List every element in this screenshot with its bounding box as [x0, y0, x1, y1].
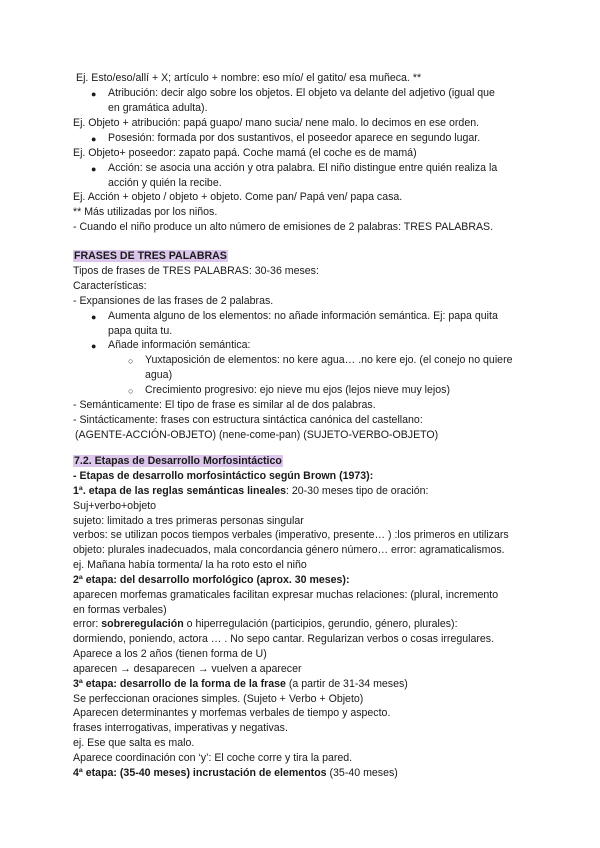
- bullet-icon: ●: [91, 134, 97, 144]
- text-line: - Expansiones de las frases de 2 palabras.: [73, 295, 274, 307]
- subheading: - Etapas de desarrollo morfosintáctico según Brown (1973):: [73, 470, 374, 482]
- text-span: : 20-30 meses tipo de oración:: [285, 485, 429, 497]
- text-line: frases interrogativas, imperativas y negativas.: [73, 722, 288, 734]
- text-span: o hiperregulación (participios, gerundio, género, plurales):: [183, 618, 458, 630]
- text-line: [73, 484, 429, 499]
- text-span: (35-40 meses): [326, 767, 398, 779]
- text-line: Aumenta alguno de los elementos: no añade información semántica. Ej: papa quita: [108, 310, 498, 322]
- text-line: Tipos de frases de TRES PALABRAS: 30-36 meses:: [73, 265, 319, 277]
- text-line: - Semánticamente: El tipo de frase es similar al de dos palabras.: [73, 399, 376, 411]
- text-line: dormiendo, poniendo, actora … . No sepo cantar. Regularizan verbos o cosas irregulares.: [73, 633, 495, 645]
- text-line: objeto: plurales inadecuados, mala concordancia género número… error: agramaticalismos.: [73, 544, 505, 556]
- circle-bullet-icon: ○: [128, 356, 134, 366]
- text-line: Yuxtaposición de elementos: no kere agua… .no kere ejo. (el conejo no quiere: [145, 354, 513, 366]
- circle-bullet-icon: ○: [128, 386, 134, 396]
- stage-title: 4ª etapa: (35-40 meses) incrustación de elementos: [73, 767, 327, 779]
- text-span: (a partir de 31-34 meses): [285, 678, 408, 690]
- text-line: (AGENTE-ACCIÓN-OBJETO) (nene-come-pan) (SUJETO-VERBO-OBJETO): [75, 429, 439, 441]
- text-line: [73, 766, 398, 781]
- text-line: Aparecen determinantes y morfemas verbales de tiempo y aspecto.: [73, 707, 391, 719]
- text-line: Aparece coordinación con ‘y’: El coche corre y tira la pared.: [73, 752, 353, 764]
- key-term: sobreregulación: [101, 618, 184, 630]
- text-span: error:: [73, 618, 102, 630]
- bullet-icon: ●: [91, 164, 97, 174]
- text-line: Acción: se asocia una acción y otra palabra. El niño distingue entre quién realiza la: [108, 162, 498, 174]
- text-line: Ej. Objeto+ poseedor: zapato papá. Coche mamá (el coche es de mamá): [73, 147, 417, 159]
- text-line: Ej. Objeto + atribución: papá guapo/ mano sucia/ nene malo. lo decimos en ese orden.: [73, 117, 480, 129]
- heading-text: FRASES DE TRES PALABRAS: [74, 250, 227, 262]
- text-line: Características:: [73, 280, 147, 292]
- text-line: aparecen → desaparecen → vuelven a aparecer: [73, 663, 302, 675]
- text-line: Aparece a los 2 años (tienen forma de U): [73, 648, 267, 660]
- section-heading: [73, 249, 228, 264]
- text-line: Ej. Acción + objeto / objeto + objeto. Come pan/ Papá ven/ papa casa.: [73, 191, 403, 203]
- text-line: en gramática adulta).: [108, 102, 208, 114]
- text-line: Crecimiento progresivo: ejo nieve mu ejos (lejos nieve muy lejos): [145, 384, 450, 396]
- text-line: ej. Ese que salta es malo.: [73, 737, 195, 749]
- text-line: Se perfeccionan oraciones simples. (Sujeto + Verbo + Objeto): [73, 693, 364, 705]
- section-heading: [73, 454, 283, 469]
- heading-text: 7.2. Etapas de Desarrollo Morfosintáctico: [74, 455, 282, 467]
- bullet-icon: ●: [91, 341, 97, 351]
- bullet-icon: ●: [91, 89, 97, 99]
- text-line: verbos: se utilizan pocos tiempos verbales (imperativo, presente… ) :los primeros en utilizars: [73, 529, 509, 541]
- text-line: [73, 617, 458, 632]
- stage-title: 3ª etapa: desarrollo de la forma de la frase: [73, 678, 286, 690]
- text-line: Atribución: decir algo sobre los objetos. El objeto va delante del adjetivo (igual que: [108, 87, 495, 99]
- stage-title: 1ª. etapa de las reglas semánticas lineales: [73, 485, 286, 497]
- text-line: Añade información semántica:: [108, 339, 251, 351]
- text-line: - Sintácticamente: frases con estructura sintáctica canónica del castellano:: [73, 414, 423, 426]
- text-line: en formas verbales): [73, 604, 167, 616]
- text-line: ** Más utilizadas por los niños.: [73, 206, 218, 218]
- text-line: agua): [145, 369, 173, 381]
- text-line: papa quita tu.: [108, 325, 173, 337]
- text-line: - Cuando el niño produce un alto número de emisiones de 2 palabras: TRES PALABRAS.: [73, 221, 494, 233]
- text-line: sujeto: limitado a tres primeras personas singular: [73, 515, 304, 527]
- bullet-icon: ●: [91, 312, 97, 322]
- text-line: Ej. Esto/eso/allí + X; artículo + nombre: eso mío/ el gatito/ esa muñeca. **: [76, 72, 422, 84]
- text-line: Suj+verbo+objeto: [73, 500, 157, 512]
- stage-title: 2ª etapa: del desarrollo morfológico (aprox. 30 meses):: [73, 574, 350, 586]
- text-line: aparecen morfemas gramaticales facilitan expresar muchas relaciones: (plural, incremento: [73, 589, 499, 601]
- text-line: [73, 677, 408, 692]
- text-line: ej. Mañana había tormenta/ la ha roto esto el niño: [73, 559, 307, 571]
- text-line: acción y quién la recibe.: [108, 177, 222, 189]
- text-line: Posesión: formada por dos sustantivos, el poseedor aparece en segundo lugar.: [108, 132, 481, 144]
